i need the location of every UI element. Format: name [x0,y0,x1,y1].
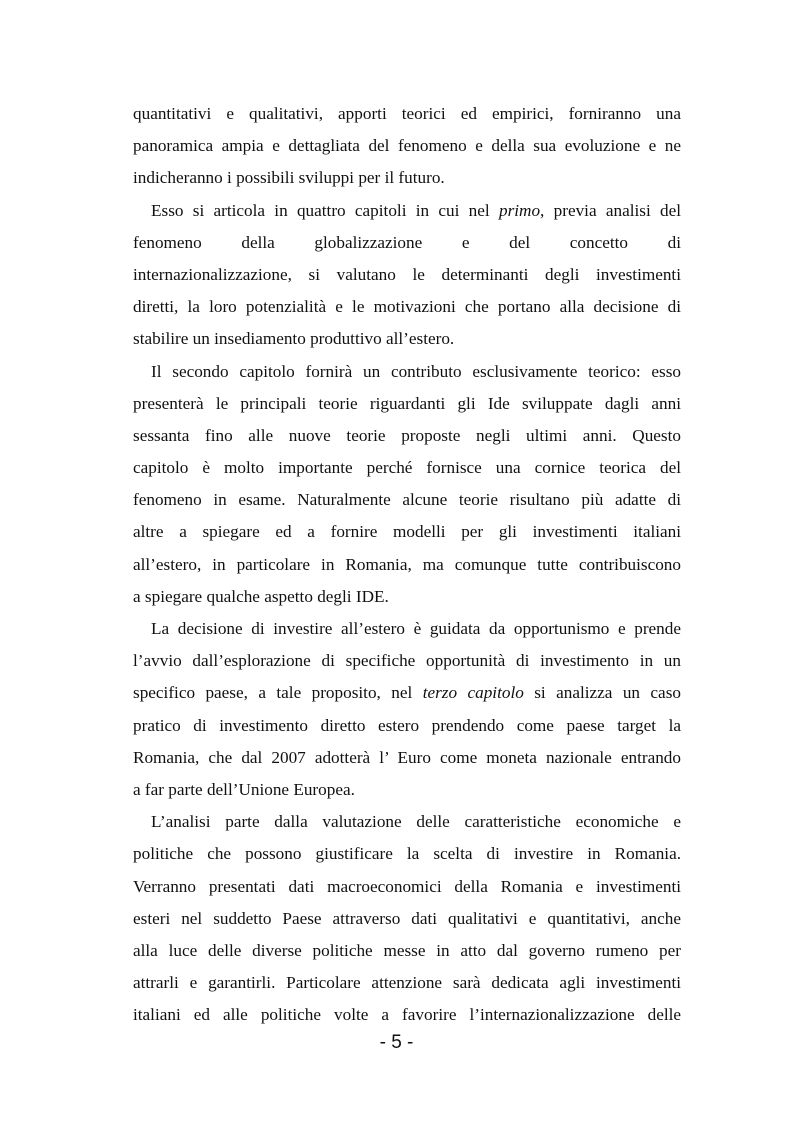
paragraph [133,806,681,1031]
text-line: Il secondo capitolo fornirà un contributo esclusivamente teorico: esso [151,361,681,381]
document-body [133,98,681,1031]
text-line: altre a spiegare ed a fornire modelli per gli investimenti italiani [133,522,681,542]
text-line: italiani ed alle politiche volte a favorire l’internazionalizzazione delle [133,1005,681,1025]
text-run: Esso si articola in quattro capitoli in cui nel [151,200,499,220]
text-line: Romania, che dal 2007 adotterà l’ Euro come moneta nazionale entrando [133,747,681,767]
text-line: fenomeno della globalizzazione e del concetto di [133,232,681,252]
text-line: panoramica ampia e dettagliata del fenomeno e della sua evoluzione e ne [133,136,681,156]
text-line: stabilire un insediamento produttivo all’estero. [133,329,455,349]
emphasis-text: primo [498,200,541,220]
paragraph [133,195,681,356]
paragraph [133,98,681,195]
text-run: specifico paese, a tale proposito, nel [133,683,423,703]
text-line: pratico di investimento diretto estero prendendo come paese target la [133,715,681,735]
paragraph [133,613,681,806]
text-line: L’analisi parte dalla valutazione delle caratteristiche economiche e [151,812,681,832]
text-line: diretti, la loro potenzialità e le motivazioni che portano alla decisione di [133,297,681,317]
emphasis-text: terzo capitolo [422,683,524,703]
text-line: alla luce delle diverse politiche messe in atto dal governo rumeno per [133,940,681,960]
text-line: indicheranno i possibili sviluppi per il futuro. [133,168,445,188]
text-line: capitolo è molto importante perché fornisce una cornice teorica del [133,458,681,478]
text-line: all’estero, in particolare in Romania, ma comunque tutte contribuiscono [133,554,681,574]
text-line: politiche che possono giustificare la scelta di investire in Romania. [133,844,681,864]
text-line: sessanta fino alle nuove teorie proposte negli ultimi anni. Questo [133,425,681,445]
text-line: a spiegare qualche aspetto degli IDE. [133,586,389,606]
text-line: attrarli e garantirli. Particolare attenzione sarà dedicata agli investimenti [133,973,681,993]
text-line: l’avvio dall’esplorazione di specifiche opportunità di investimento in un [133,651,681,671]
text-line [133,677,681,709]
text-line: presenterà le principali teorie riguardanti gli Ide sviluppate dagli anni [133,393,681,413]
text-run: , previa analisi del [540,200,681,220]
page-number: - 5 - [379,1032,414,1053]
text-line [133,195,681,227]
text-line: La decisione di investire all’estero è guidata da opportunismo e prende [151,619,681,638]
text-line: esteri nel suddetto Paese attraverso dati qualitativi e quantitativi, anche [133,908,681,928]
text-line: Verranno presentati dati macroeconomici della Romania e investimenti [133,876,681,896]
text-line: a far parte dell’Unione Europea. [133,779,355,799]
text-line: quantitativi e qualitativi, apporti teorici ed empirici, forniranno una [133,104,681,123]
text-line: internazionalizzazione, si valutano le determinanti degli investimenti [133,264,681,284]
text-line: fenomeno in esame. Naturalmente alcune teorie risultano più adatte di [133,490,681,510]
text-run: si analizza un caso [523,683,681,703]
paragraph [133,356,681,614]
